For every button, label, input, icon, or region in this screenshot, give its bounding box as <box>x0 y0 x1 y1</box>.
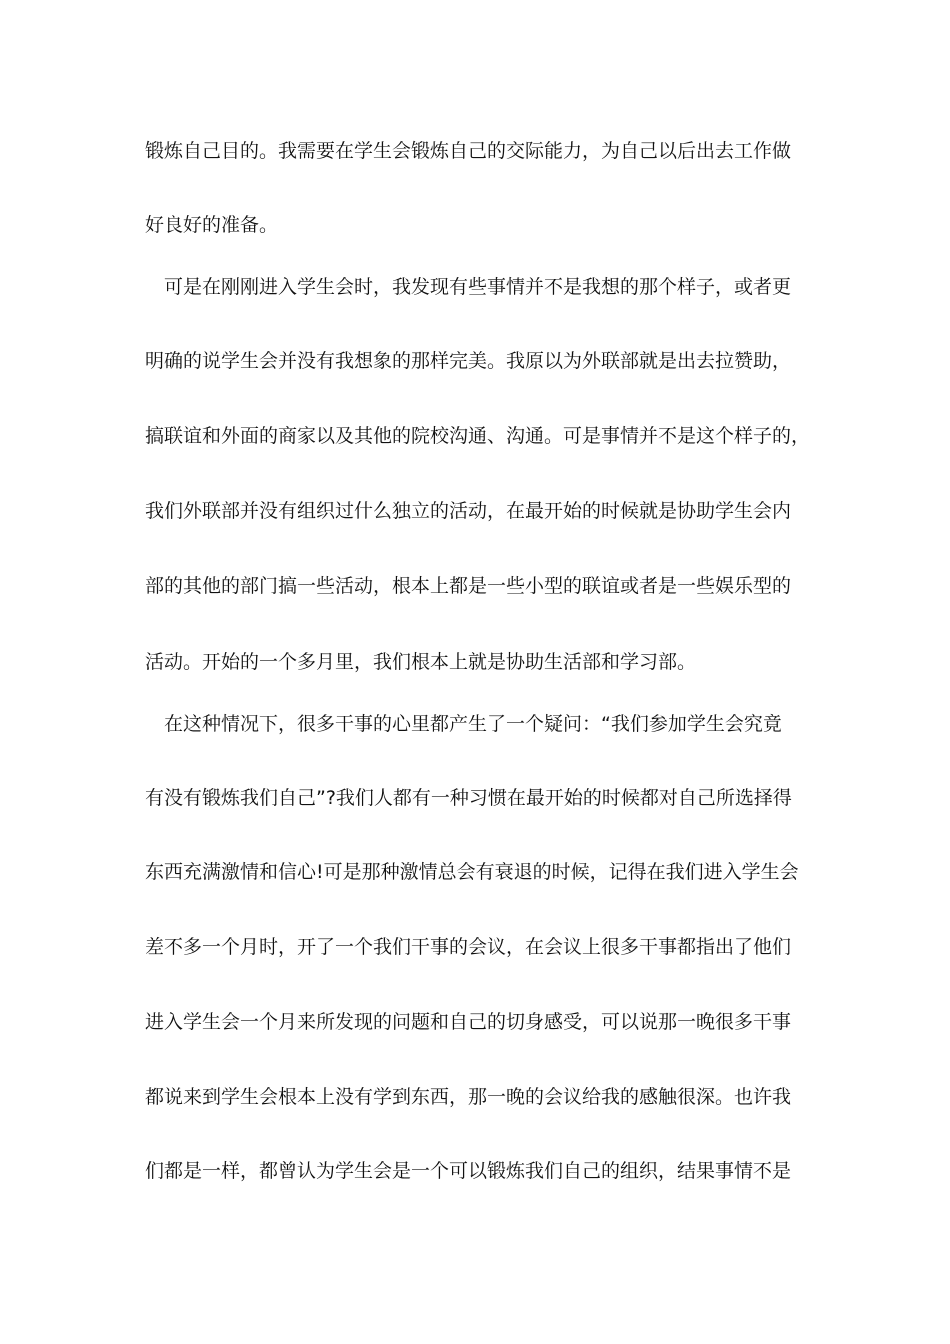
text-line: 锻炼自己目的。我需要在学生会锻炼自己的交际能力，为自己以后出去工作做 <box>145 140 792 162</box>
text-line: 搞联谊和外面的商家以及其他的院校沟通、沟通。可是事情并不是这个样子的， <box>145 425 811 447</box>
text-line: 我们外联部并没有组织过什么独立的活动，在最开始的时候就是协助学生会内 <box>145 500 792 522</box>
text-line: 活动。开始的一个多月里，我们根本上就是协助生活部和学习部。 <box>145 651 697 673</box>
text-line: 有没有锻炼我们自己”?我们人都有一种习惯在最开始的时候都对自己所选择得 <box>145 787 792 809</box>
text-line: 进入学生会一个月来所发现的问题和自己的切身感受，可以说那一晚很多干事 <box>145 1011 792 1033</box>
text-line: 差不多一个月时，开了一个我们干事的会议，在会议上很多干事都指出了他们 <box>145 936 792 958</box>
text-line: 部的其他的部门搞一些活动，根本上都是一些小型的联谊或者是一些娱乐型的 <box>145 575 792 597</box>
text-line: 东西充满激情和信心!可是那种激情总会有衰退的时候，记得在我们进入学生会 <box>145 861 799 883</box>
text-line: 明确的说学生会并没有我想象的那样完美。我原以为外联部就是出去拉赞助， <box>145 350 792 372</box>
text-line: 们都是一样，都曾认为学生会是一个可以锻炼我们自己的组织，结果事情不是 <box>145 1160 792 1182</box>
text-line: 都说来到学生会根本上没有学到东西，那一晚的会议给我的感触很深。也许我 <box>145 1086 792 1108</box>
paragraph-start-line: 在这种情况下，很多干事的心里都产生了一个疑问：“我们参加学生会究竟 <box>164 713 782 735</box>
text-line: 好良好的准备。 <box>145 214 279 236</box>
paragraph-start-line: 可是在刚刚进入学生会时，我发现有些事情并不是我想的那个样子，或者更 <box>164 276 792 298</box>
